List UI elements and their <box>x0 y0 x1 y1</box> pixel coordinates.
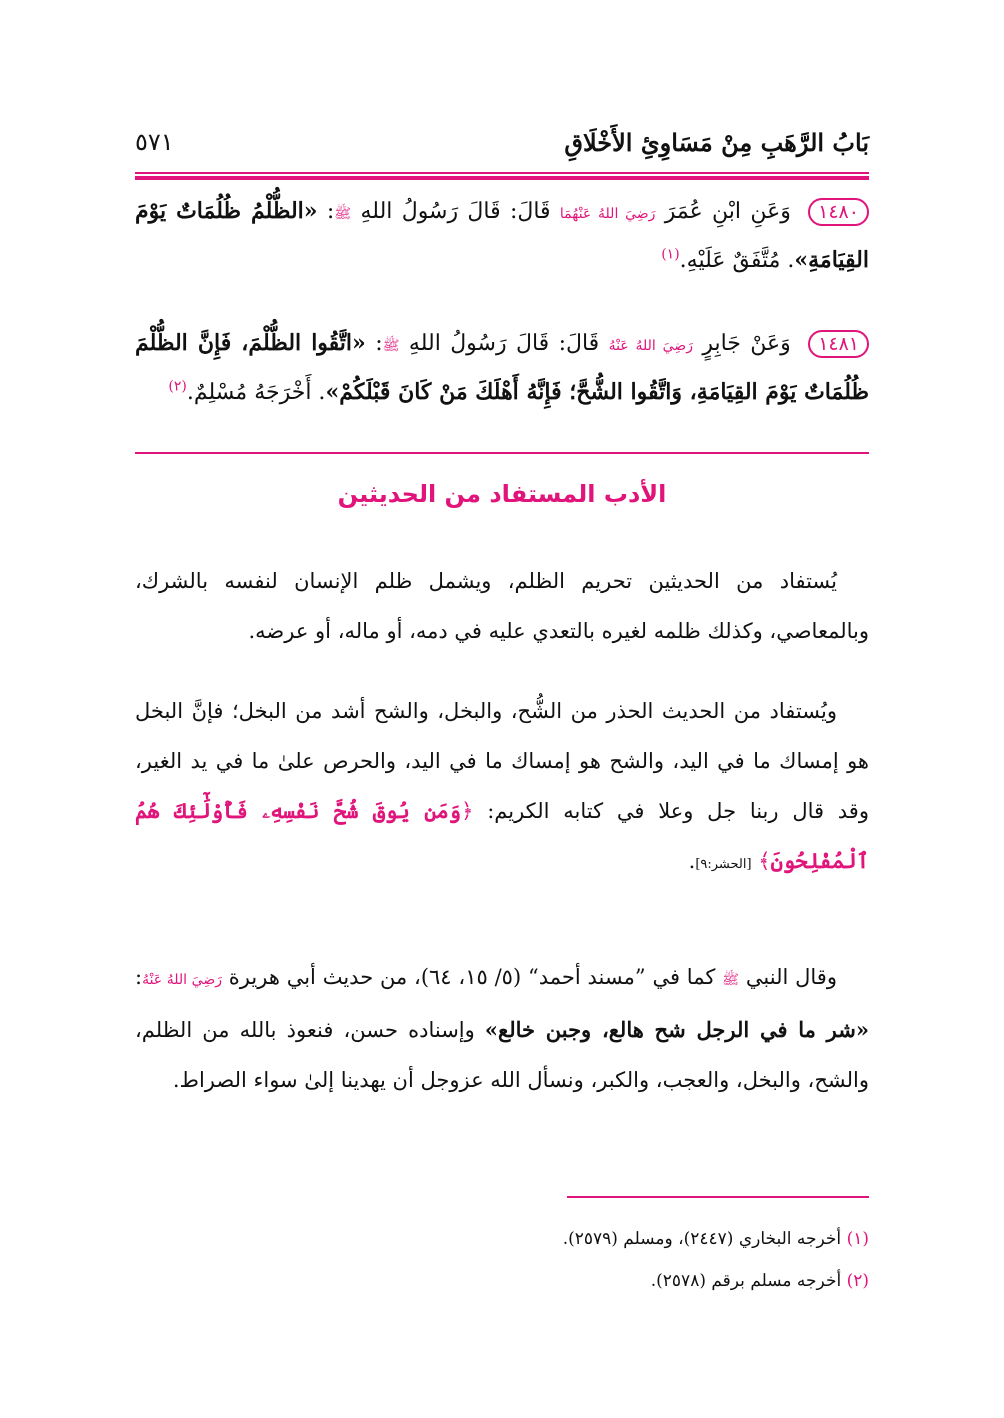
page-header <box>135 128 869 172</box>
colon: : <box>326 199 335 224</box>
header-rule-thin <box>135 172 869 174</box>
prophet-salutation-mark: ﷺ <box>722 972 740 988</box>
paragraph-2-text: ويُستفاد من الحديث الحذر من الشُّح، والبخل، والشح أشد من البخل؛ فإنَّ البخل هو إمساك ما في اليد، والشح هو إمساك ما في اليد، والحرص علىٰ ما في يد الغير، وقد قال ربنا جل وعلا في كتابه الكريم: <box>135 699 869 823</box>
paragraph-3-d: وإسناده حسن، فنعوذ بالله من الظلم، والشح، والبخل، والعجب، والكبر، ونسأل الله عزوجل أن يهدينا إلىٰ سواء الصراط. <box>135 1018 869 1092</box>
colon: : <box>135 965 143 989</box>
footnote-number: (١) <box>846 1229 869 1249</box>
page-number: ٥٧١ <box>135 128 174 156</box>
hadith-1480 <box>135 188 869 284</box>
honorific-mark: رَضِيَ اللهُ عَنْهُمَا <box>559 206 656 222</box>
paragraph-2-end: . <box>688 849 696 873</box>
footnote-text: أخرجه مسلم برقم (٢٥٧٨). <box>650 1271 842 1291</box>
quran-verse: وَمَن يُوقَ شُحَّ نَفْسِهِۦ فَأُوْلَٰٓئِكَ هُمُ ٱلْمُفْلِحُونَ <box>135 798 869 873</box>
chapter-title: بَابُ الرَّهَبِ مِنْ مَسَاوِئِ الأَخْلَاقِ <box>564 128 869 157</box>
hadith-quote: «الظُّلْمُ ظُلُمَاتٌ يَوْمَ القِيَامَةِ» <box>135 198 869 273</box>
book-reference: ”مسند أحمد“ <box>527 965 646 989</box>
prophet-salutation-mark: ﷺ <box>382 338 400 354</box>
paragraph-1: يُستفاد من الحديثين تحريم الظلم، ويشمل ظلم الإنسان لنفسه بالشرك، وبالمعاصي، وكذلك ظلمه لغيره بالتعدي عليه في دمه، أو ماله، أو عرضه. <box>135 569 869 643</box>
colon: : <box>375 331 383 356</box>
paragraph-2 <box>135 686 869 890</box>
header-rule-thick <box>135 176 869 180</box>
footnote-ref-1[interactable]: (١) <box>661 246 680 263</box>
hadith-1481 <box>135 320 869 416</box>
hadith-number-badge: ١٤٨١ <box>808 330 869 358</box>
hadith-source: . أَخْرَجَهُ مُسْلِمٌ. <box>186 380 326 405</box>
footnote-1 <box>135 1218 869 1260</box>
hadith-said: قَالَ: قَالَ رَسُولُ اللهِ <box>360 199 551 224</box>
prophet-salutation-mark: ﷺ <box>334 206 352 222</box>
honorific-mark: رَضِيَ اللهُ عَنْهُ <box>608 338 693 354</box>
paragraph-3-a: وقال النبي <box>745 965 837 989</box>
paragraph-3-c: (٥/ ١٥، ٦٤)، من حديث أبي هريرة <box>228 965 522 989</box>
footnote-ref-2[interactable]: (٢) <box>168 378 187 395</box>
hadith-intro: وَعَنْ جَابِرٍ <box>702 331 791 356</box>
hadith-number-badge: ١٤٨٠ <box>808 198 869 226</box>
quran-open-bracket: ﴿ <box>461 799 474 823</box>
hadith-source: . مُتَّفَقٌ عَلَيْهِ. <box>679 248 795 273</box>
footnote-text: أخرجه البخاري (٢٤٤٧)، ومسلم (٢٥٧٩). <box>562 1229 842 1249</box>
hadith-intro: وَعَنِ ابْنِ عُمَرَ <box>664 199 791 224</box>
section-divider <box>135 452 869 454</box>
paragraph-3 <box>135 952 869 1105</box>
hadith-quote: «اتَّقُوا الظُّلْمَ، فَإِنَّ الظُّلْمَ ظُلُمَاتٌ يَوْمَ القِيَامَةِ، وَاتَّقُوا الشُّحَّ؛ فَإِنَّهُ أَهْلَكَ مَنْ كَانَ قَبْلَكُمْ» <box>135 330 869 405</box>
footnote-number: (٢) <box>846 1271 869 1291</box>
footnote-separator <box>567 1196 869 1198</box>
hadith-quote: «شر ما في الرجل شح هالع، وجبن خالع» <box>484 1017 869 1042</box>
quran-close-bracket: ﴾ <box>758 849 771 873</box>
quran-reference: [الحشر:٩] <box>695 857 752 872</box>
paragraph-3-b: كما في <box>652 965 716 989</box>
section-title: الأدب المستفاد من الحديثين <box>337 480 667 508</box>
footnotes <box>135 1218 869 1302</box>
hadith-said: قَالَ: قَالَ رَسُولُ اللهِ <box>408 331 600 356</box>
honorific-mark: رَضِيَ اللهُ عَنْهُ <box>142 972 222 988</box>
footnote-2 <box>135 1260 869 1302</box>
